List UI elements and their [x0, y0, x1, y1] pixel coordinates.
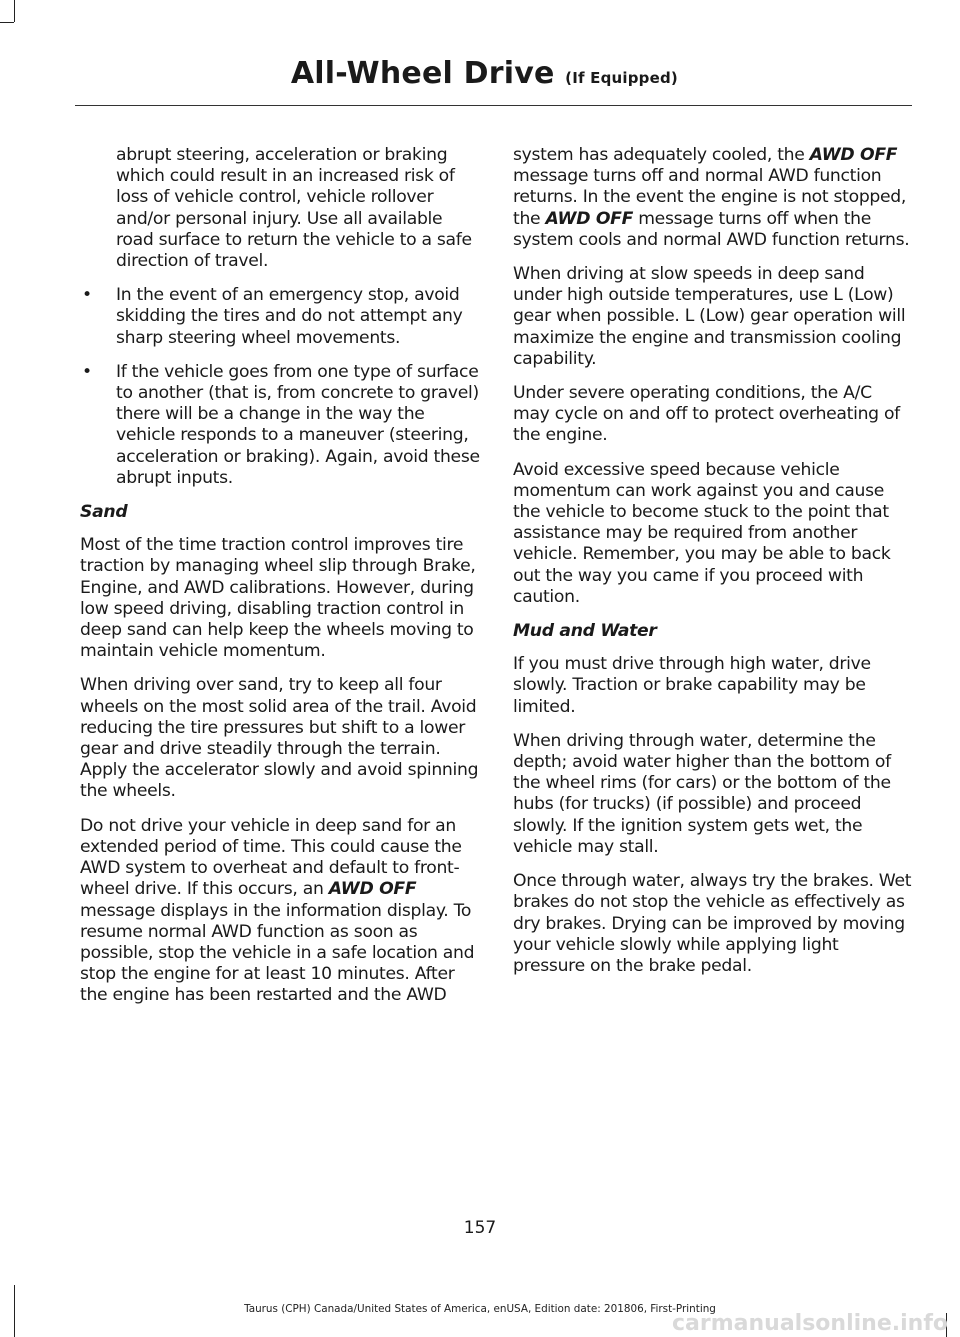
- text-run: message turns off when the system cools and normal AWD function returns.: [513, 208, 910, 250]
- sand-paragraph-3: [80, 816, 480, 1007]
- crop-mark-top-left-h: [0, 22, 14, 23]
- text-run: message turns off and normal AWD function returns. In the event the engine is not stopped, the: [513, 166, 907, 229]
- header-title: All-Wheel Drive: [290, 56, 555, 91]
- left-column: [80, 145, 480, 1020]
- bullet-text: If the vehicle goes from one type of surface to another (that is, from concrete to gravel) there will be a change in the way the vehicle responds to a maneuver (steering, acceleration or braking). Again, avoid these abrupt inputs.: [116, 361, 480, 488]
- section-heading-sand: Sand: [80, 502, 128, 523]
- watermark: carmanualsonline.info: [672, 1311, 948, 1336]
- text-run: Do not drive your vehicle in deep sand for an extended period of time. This could cause the AWD system to overheat and default to front-wheel drive. If this occurs, an: [80, 815, 462, 900]
- header-subtitle: (If Equipped): [565, 69, 678, 87]
- section-heading-mud-water: Mud and Water: [513, 621, 657, 642]
- awd-cooled-paragraph: [513, 145, 913, 251]
- awd-off-message: AWD OFF: [328, 879, 417, 900]
- awd-off-message: AWD OFF: [545, 208, 634, 229]
- page-header-title: [291, 56, 678, 91]
- right-column: [513, 145, 913, 990]
- mud-paragraph-1: If you must drive through high water, drive slowly. Traction or brake capability may be limited.: [513, 654, 871, 717]
- bullet-text: In the event of an emergency stop, avoid skidding the tires and do not attempt any sharp steering wheel movements.: [116, 285, 463, 348]
- text-run: system has adequately cooled, the: [513, 145, 810, 165]
- footer-edition: Taurus (CPH) Canada/United States of America, enUSA, Edition date: 201806, First-Printing: [244, 1303, 716, 1315]
- speed-paragraph: Avoid excessive speed because vehicle momentum can work against you and cause the vehicle to become stuck to the point that assistance may be required from another vehicle. Remember, you may be able to back out the way you came if you proceed with caution.: [513, 459, 891, 607]
- bullet-item: [80, 362, 480, 489]
- header-rule: [75, 105, 912, 106]
- mud-paragraph-3: Once through water, always try the brakes. Wet brakes do not stop the vehicle as effectively as dry brakes. Drying can be improved by moving your vehicle slowly while applying light pressure on the brake pedal.: [513, 871, 912, 976]
- awd-off-message: AWD OFF: [809, 145, 898, 165]
- intro-paragraph: abrupt steering, acceleration or braking which could result in an increased risk of loss of vehicle control, vehicle rollover and/or personal injury. Use all available road surface to return the vehicle to a safe direction of travel.: [116, 145, 472, 272]
- ac-paragraph: Under severe operating conditions, the A/C may cycle on and off to protect overheating of the engine.: [513, 383, 900, 446]
- crop-mark-top-left: [14, 0, 15, 22]
- sand-paragraph-2: When driving over sand, try to keep all four wheels on the most solid area of the trail. Avoid reducing the tire pressures but shift to a lower gear and drive steadily through the terrain. Apply the accelerator slowly and avoid spinning the wheels.: [80, 675, 479, 802]
- low-gear-paragraph: When driving at slow speeds in deep sand under high outside temperatures, use L (Low) gear when possible. L (Low) gear operation will maximize the engine and transmission cooling capability.: [513, 264, 906, 369]
- bullet-icon: •: [82, 285, 92, 306]
- bullet-item: [80, 285, 480, 349]
- bullet-icon: •: [82, 361, 92, 382]
- mud-paragraph-2: When driving through water, determine the depth; avoid water higher than the bottom of the wheel rims (for cars) or the bottom of the hubs (for trucks) (if possible) and proceed slowly. If the ignition system gets wet, the vehicle may stall.: [513, 730, 891, 857]
- text-run: message displays in the information display. To resume normal AWD function as soon as possible, stop the vehicle in a safe location and stop the engine for at least 10 minutes. After the engine has been restarted and the AWD: [80, 900, 475, 1006]
- sand-paragraph-1: Most of the time traction control improves tire traction by managing wheel slip through Brake, Engine, and AWD calibrations. However, during low speed driving, disabling traction control in deep sand can help keep the wheels moving to maintain vehicle momentum.: [80, 535, 476, 662]
- page-number: 157: [463, 1218, 497, 1238]
